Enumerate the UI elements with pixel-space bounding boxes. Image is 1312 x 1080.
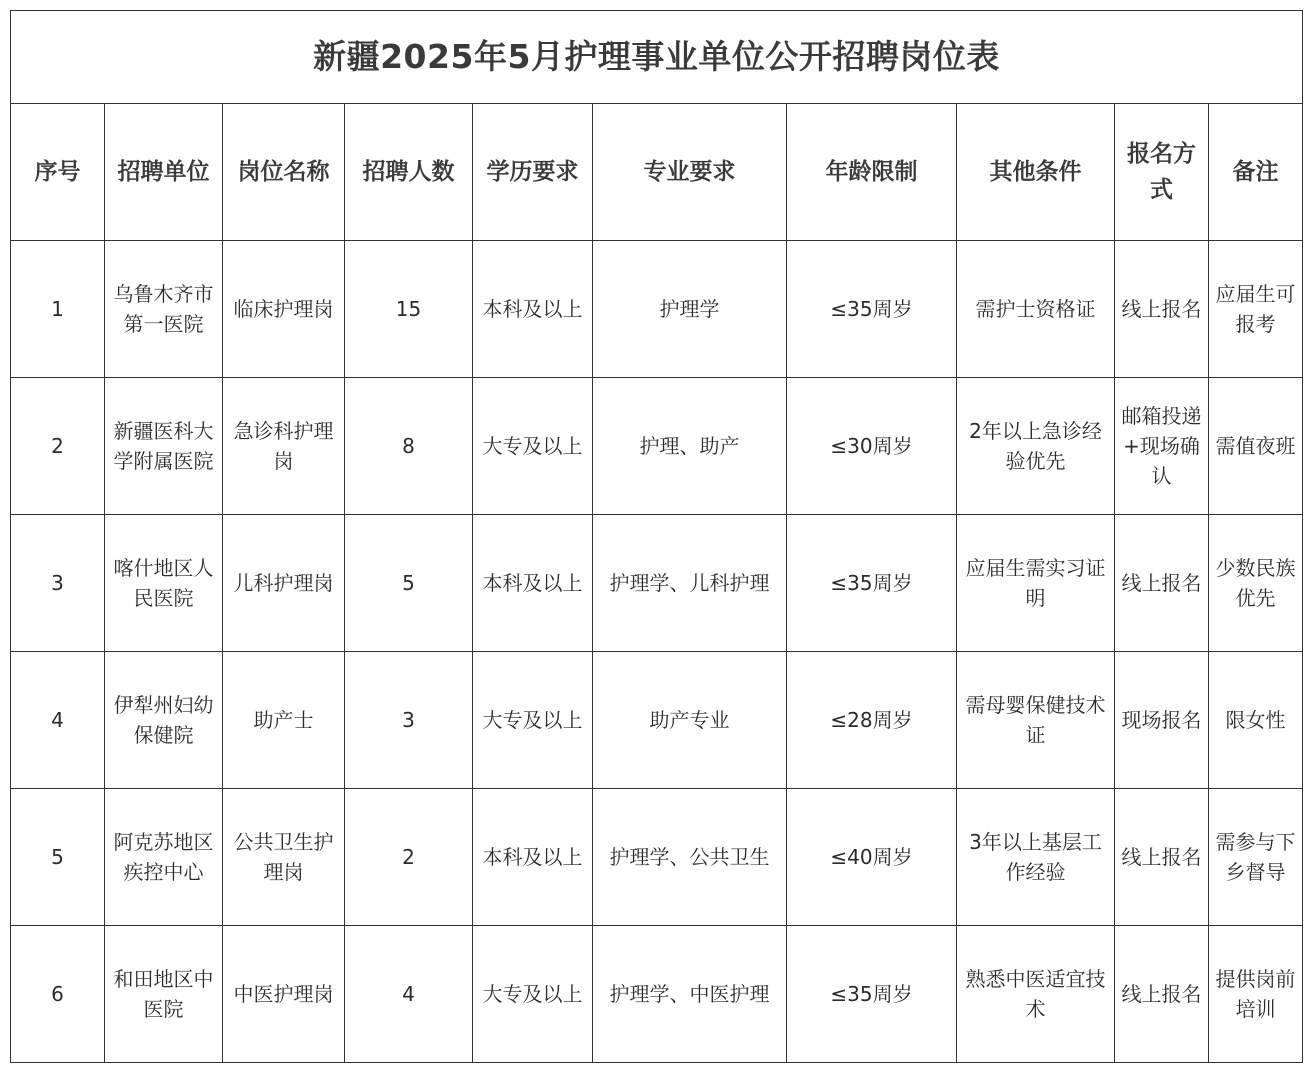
cell-education: 本科及以上 xyxy=(473,241,593,378)
cell-headcount: 8 xyxy=(345,378,473,515)
column-header-index: 序号 xyxy=(11,104,105,241)
cell-notes: 需值夜班 xyxy=(1209,378,1303,515)
cell-notes: 少数民族优先 xyxy=(1209,515,1303,652)
cell-conditions: 2年以上急诊经验优先 xyxy=(957,378,1115,515)
cell-education: 大专及以上 xyxy=(473,378,593,515)
cell-unit: 伊犁州妇幼保健院 xyxy=(105,652,223,789)
page-title: 新疆2025年5月护理事业单位公开招聘岗位表 xyxy=(11,11,1303,104)
cell-notes: 限女性 xyxy=(1209,652,1303,789)
column-header-education: 学历要求 xyxy=(473,104,593,241)
column-header-headcount: 招聘人数 xyxy=(345,104,473,241)
cell-age: ≤35周岁 xyxy=(787,241,957,378)
column-header-conditions: 其他条件 xyxy=(957,104,1115,241)
column-header-position: 岗位名称 xyxy=(223,104,345,241)
table-row xyxy=(11,652,1303,789)
cell-headcount: 15 xyxy=(345,241,473,378)
cell-age: ≤28周岁 xyxy=(787,652,957,789)
cell-major: 护理学、中医护理 xyxy=(593,926,787,1063)
cell-age: ≤30周岁 xyxy=(787,378,957,515)
cell-age: ≤35周岁 xyxy=(787,926,957,1063)
cell-education: 大专及以上 xyxy=(473,652,593,789)
cell-application: 线上报名 xyxy=(1115,241,1209,378)
cell-index: 3 xyxy=(11,515,105,652)
cell-major: 助产专业 xyxy=(593,652,787,789)
cell-conditions: 需母婴保健技术证 xyxy=(957,652,1115,789)
cell-conditions: 熟悉中医适宜技术 xyxy=(957,926,1115,1063)
cell-major: 护理学、儿科护理 xyxy=(593,515,787,652)
cell-headcount: 2 xyxy=(345,789,473,926)
cell-education: 大专及以上 xyxy=(473,926,593,1063)
cell-unit: 喀什地区人民医院 xyxy=(105,515,223,652)
cell-age: ≤40周岁 xyxy=(787,789,957,926)
recruitment-table xyxy=(10,10,1303,1063)
cell-application: 线上报名 xyxy=(1115,515,1209,652)
table-row xyxy=(11,789,1303,926)
header-row xyxy=(11,104,1303,241)
column-header-application: 报名方式 xyxy=(1115,104,1209,241)
cell-major: 护理学、公共卫生 xyxy=(593,789,787,926)
cell-application: 线上报名 xyxy=(1115,926,1209,1063)
cell-major: 护理学 xyxy=(593,241,787,378)
table-row xyxy=(11,378,1303,515)
cell-unit: 阿克苏地区疾控中心 xyxy=(105,789,223,926)
cell-unit: 和田地区中医院 xyxy=(105,926,223,1063)
cell-major: 护理、助产 xyxy=(593,378,787,515)
column-header-unit: 招聘单位 xyxy=(105,104,223,241)
cell-unit: 乌鲁木齐市第一医院 xyxy=(105,241,223,378)
table-row xyxy=(11,241,1303,378)
cell-headcount: 3 xyxy=(345,652,473,789)
cell-notes: 需参与下乡督导 xyxy=(1209,789,1303,926)
cell-position: 助产士 xyxy=(223,652,345,789)
cell-unit: 新疆医科大学附属医院 xyxy=(105,378,223,515)
table-row xyxy=(11,926,1303,1063)
cell-application: 线上报名 xyxy=(1115,789,1209,926)
cell-application: 现场报名 xyxy=(1115,652,1209,789)
cell-position: 儿科护理岗 xyxy=(223,515,345,652)
cell-age: ≤35周岁 xyxy=(787,515,957,652)
cell-position: 急诊科护理岗 xyxy=(223,378,345,515)
cell-position: 中医护理岗 xyxy=(223,926,345,1063)
cell-conditions: 3年以上基层工作经验 xyxy=(957,789,1115,926)
cell-conditions: 应届生需实习证明 xyxy=(957,515,1115,652)
cell-index: 6 xyxy=(11,926,105,1063)
column-header-major: 专业要求 xyxy=(593,104,787,241)
column-header-notes: 备注 xyxy=(1209,104,1303,241)
cell-notes: 应届生可报考 xyxy=(1209,241,1303,378)
table-row xyxy=(11,515,1303,652)
cell-index: 1 xyxy=(11,241,105,378)
column-header-age: 年龄限制 xyxy=(787,104,957,241)
cell-index: 4 xyxy=(11,652,105,789)
cell-position: 公共卫生护理岗 xyxy=(223,789,345,926)
cell-conditions: 需护士资格证 xyxy=(957,241,1115,378)
cell-position: 临床护理岗 xyxy=(223,241,345,378)
cell-headcount: 4 xyxy=(345,926,473,1063)
cell-education: 本科及以上 xyxy=(473,789,593,926)
cell-index: 2 xyxy=(11,378,105,515)
cell-education: 本科及以上 xyxy=(473,515,593,652)
cell-application: 邮箱投递+现场确认 xyxy=(1115,378,1209,515)
cell-headcount: 5 xyxy=(345,515,473,652)
cell-notes: 提供岗前培训 xyxy=(1209,926,1303,1063)
cell-index: 5 xyxy=(11,789,105,926)
title-row xyxy=(11,11,1303,104)
